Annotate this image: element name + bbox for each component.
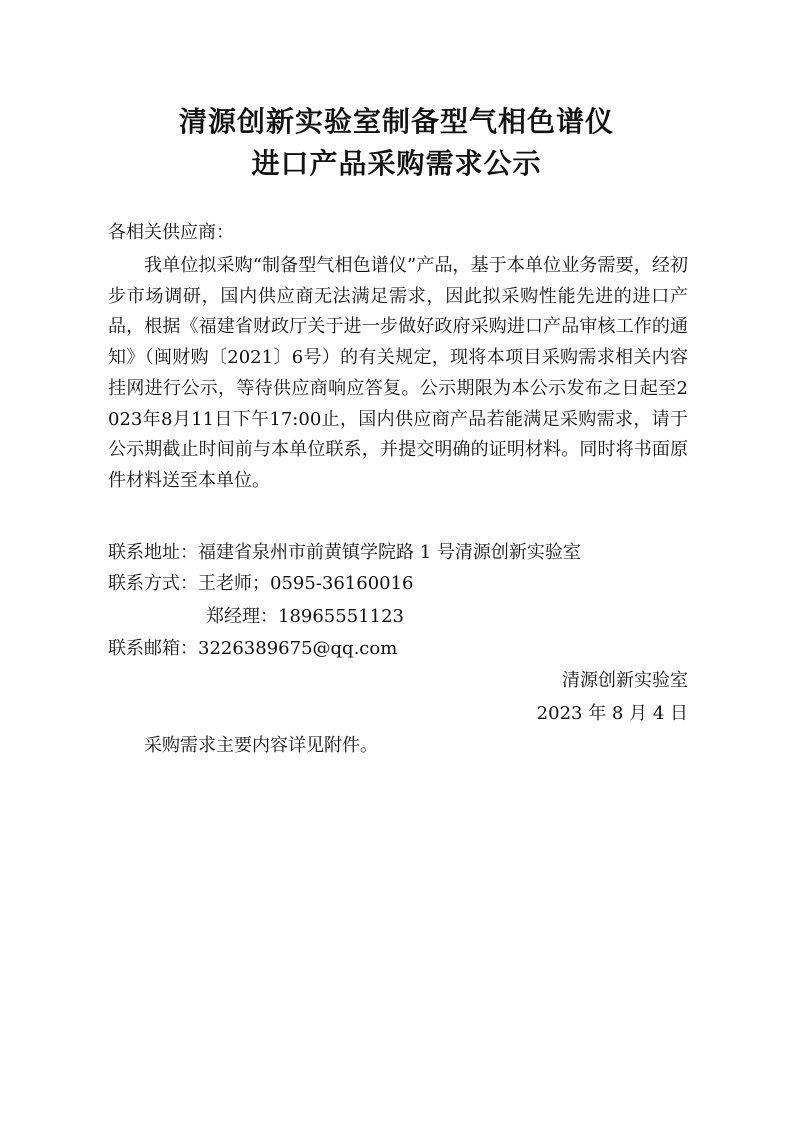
attachment-note: 采购需求主要内容详见附件。: [144, 735, 378, 756]
signature-date: 2023 年 8 月 4 日: [536, 703, 688, 724]
contact-method-secondary: 郑经理：18965551123: [206, 606, 404, 627]
body-paragraph: 我单位拟采购“制备型气相色谱仪”产品，基于本单位业务需要，经初步市场调研，国内供应商无法满足需求，因此拟采购性能先进的进口产品，根据《福建省财政厅关于进一步做好政府采购进口产品审核工作的通知》（闽财购〔2021〕6号）的有关规定，现将本项目采购需求相关内容挂网进行公示，等待供应商响应答复。公示期限为本公示发布之日起至2023年8月11日下午17:00止，国内供应商产品若能满足采购需求，请于公示期截止时间前与本单位联系，并提交明确的证明材料。同时将书面原件材料送至本单位。: [108, 255, 688, 491]
contact-address: 联系地址：福建省泉州市前黄镇学院路 1 号清源创新实验室: [108, 542, 581, 563]
contact-method: 联系方式：王老师；0595-36160016: [108, 573, 414, 594]
signature-organization: 清源创新实验室: [562, 670, 688, 691]
title-line-2: 进口产品采购需求公示: [251, 147, 542, 180]
contact-email: 联系邮箱：3226389675@qq.com: [108, 638, 398, 659]
greeting: 各相关供应商：: [108, 222, 234, 243]
title-line-1: 清源创新实验室制备型气相色谱仪: [178, 105, 614, 138]
